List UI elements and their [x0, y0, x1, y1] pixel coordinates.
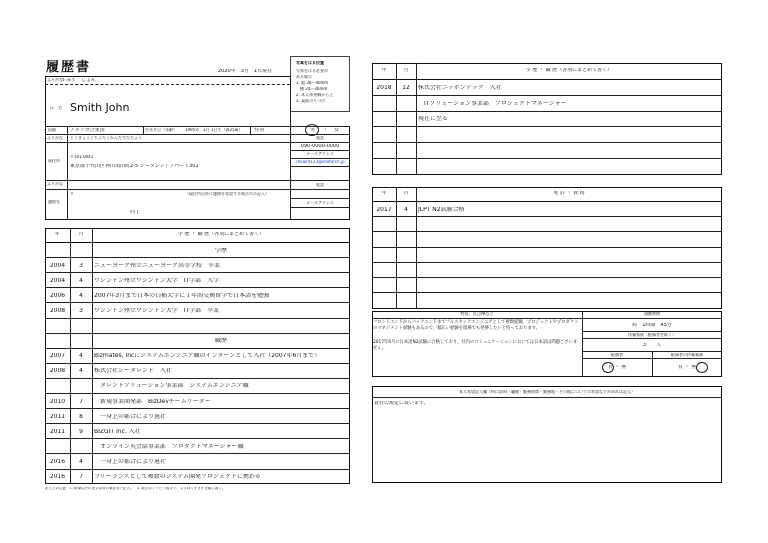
- row-month: 4: [79, 353, 83, 360]
- dependents-count: 3 人: [642, 343, 662, 348]
- table-row: [45, 333, 350, 348]
- gender-label: 性別: [254, 128, 265, 133]
- row-text: 株式会社ニッポンテック 入社: [418, 84, 502, 91]
- table-row: [45, 348, 350, 363]
- table-row: [45, 393, 350, 408]
- row-year: 2004: [49, 277, 66, 284]
- photo-note-line: 3. 裏面のりづけ: [296, 99, 326, 103]
- wishes-text: 貴社の規定に従います。: [374, 401, 429, 406]
- gender-male: 男: [310, 128, 316, 133]
- table-row: [372, 277, 722, 292]
- phone-label: 電話: [316, 136, 324, 140]
- photo-note-line: ある場合: [296, 75, 312, 79]
- row-text: 一身上の都合により退社: [94, 458, 167, 465]
- row-month: 3: [79, 262, 83, 269]
- table-row: [45, 408, 350, 423]
- header-title: 免 許 ・ 資 格: [553, 191, 585, 196]
- applicant-name: Smith John: [70, 101, 130, 114]
- header-year: 年: [381, 191, 387, 196]
- name-label: 氏 名: [50, 106, 62, 110]
- table-row: [45, 378, 350, 393]
- row-year: 2008: [49, 307, 66, 314]
- table-row: [372, 201, 722, 216]
- dob-label: 生年月日（年齢）: [145, 128, 177, 132]
- wishes-label: 本人希望記入欄（特に給料・職種・勤務時間・勤務地・その他についての希望などがあれば記入）: [459, 390, 635, 394]
- header-month: 月: [403, 191, 409, 196]
- table-row: [45, 302, 350, 317]
- document-date: 2020年 3月 1日現在: [218, 69, 273, 74]
- table-row: [372, 262, 722, 277]
- left-footnote: 記入上の注意 1. 鉛筆以外の黒又は青の筆記具で記入。 2. 数字はアラビア数字で、文字はくずさず正確に書く。: [45, 487, 226, 490]
- row-month: 4: [79, 368, 83, 375]
- wishes-block: [372, 386, 722, 483]
- row-year: 2017: [376, 206, 392, 213]
- header-title: 学 歴 ・ 職 歴（各別にまとめて書く）: [525, 68, 613, 73]
- row-text: ワシントン州立ワシントン大学 IT学部 卒業: [94, 307, 220, 314]
- table-row: [45, 453, 350, 468]
- row-text: 2007年3月まで日本の白稲大学に１年間交換留学で日本語を勉強: [94, 292, 270, 299]
- header-year: 年: [381, 68, 387, 73]
- row-year: 2008: [49, 368, 66, 375]
- table-row: [45, 287, 350, 302]
- commute-time: 約 1時間 45分: [632, 323, 672, 328]
- gender-selected-circle: [305, 124, 319, 136]
- license-table: [372, 187, 722, 309]
- table-row: [372, 247, 722, 262]
- row-text: タレントソリューション事業部 システムエンジニア職: [94, 383, 249, 390]
- contact-email-label: メールアドレス: [306, 201, 334, 205]
- row-year: 2011: [49, 413, 66, 420]
- contact-furigana-label: ふりがな: [47, 182, 63, 186]
- email-label: メールアドレス: [306, 152, 334, 156]
- spouse-support-selected-circle: [696, 362, 708, 373]
- row-year: 2011: [49, 428, 66, 435]
- header-month: 月: [403, 68, 409, 73]
- row-month: 7: [79, 474, 83, 481]
- table-row: [45, 318, 350, 333]
- right-history-table: [372, 63, 722, 175]
- email-address[interactable]: cholar4123@khotarch.jp: [295, 160, 345, 164]
- contact-label: 連絡先: [48, 200, 60, 204]
- contact-phone-label: 電話: [316, 183, 324, 187]
- skills-text-2: 2017年4月に日本語N2試験に合格しており、社内のコミュニケーションにおいては日本語は問題ございません。: [373, 340, 578, 351]
- row-year: 2006: [49, 292, 66, 299]
- header-title: 学 歴 ・ 職 歴（各別にまとめて書く）: [177, 232, 265, 237]
- row-text: 学歴: [214, 247, 227, 254]
- row-text: 一身上の都合により退社: [94, 413, 167, 420]
- skills-block: [372, 311, 722, 377]
- row-month: 4: [79, 292, 83, 299]
- left-history-table: [45, 228, 350, 484]
- skills-text-1: フロントエンドからバックエンドまでフルスタックエンジニアとして複数経験。プロジェクトやプロダクトのマネジメント経験もあるので、幅広い経験を現場でも発揮したいと持っております。: [373, 320, 579, 331]
- date-of-birth: 1995年 1月 1日生（満25歳）: [185, 128, 243, 132]
- name-furigana: すみす じょん: [61, 78, 97, 83]
- row-month: 3: [79, 307, 83, 314]
- table-row: [372, 126, 722, 142]
- photo-note-line: 1. 縦 36～40mm: [296, 81, 329, 85]
- dependents-label: 扶養家族（配偶者を除く）: [628, 333, 676, 337]
- table-row: [45, 469, 350, 484]
- row-text: ニューヨーク州立ニューヨーク高等学校 卒業: [94, 262, 221, 269]
- resume-title: 履歴書: [46, 60, 92, 75]
- table-row: [45, 272, 350, 287]
- photo-note-line: 2. 本人単身胸から上: [296, 93, 334, 97]
- contact-note: （現住所以外に連絡を希望する場合のみ記入）: [185, 192, 269, 196]
- spouse-support-label: 配偶者の扶養義務: [671, 353, 703, 357]
- name-furigana-label: ふりがな: [47, 78, 63, 82]
- row-text: 現在に至る: [418, 116, 449, 123]
- table-row: [372, 111, 722, 127]
- row-month: 8: [79, 413, 83, 420]
- personal-info-block: [45, 76, 350, 220]
- table-row: [45, 423, 350, 438]
- photo-note-line: 写真をはる必要が: [296, 69, 328, 73]
- nationality-label: 国籍: [48, 128, 56, 132]
- row-year: 2018: [376, 84, 392, 91]
- table-row: [372, 216, 722, 231]
- table-row: [372, 79, 722, 95]
- row-month: 9: [79, 428, 83, 435]
- address-furigana-label: ふりがな: [47, 136, 63, 140]
- row-year: 2007: [49, 353, 66, 360]
- photo-note-line: 横 24～30mm: [300, 87, 328, 91]
- commute-label: 通勤時間: [644, 312, 660, 316]
- row-text: BIZGIT Inc. 入社: [94, 428, 141, 435]
- row-text: オンライン英会話事業部 プロダクトマネージャー職: [94, 443, 244, 450]
- photo-note-title: 写真をはる位置: [296, 61, 324, 65]
- header-month: 月: [78, 232, 84, 237]
- row-year: 2010: [49, 398, 66, 405]
- spouse-support-value: 有 ・ 無: [677, 365, 697, 370]
- contact-postal: 〒: [70, 192, 74, 196]
- row-text: 株式会社シータレント 入社: [94, 368, 172, 375]
- table-row: [372, 95, 722, 111]
- row-text: Bizmates, Incにシステムエンジニア職のインターンとして入社（2007年6月まで）: [94, 353, 321, 360]
- address-furigana: とうきょうとちよだくかんだすだちょう: [70, 136, 142, 140]
- skills-label: 特技、自己PRなど: [460, 312, 494, 316]
- postal-code: 〒101-0041: [70, 155, 94, 159]
- header-year: 年: [54, 232, 60, 237]
- table-row: [372, 292, 722, 307]
- row-text: JLPT N2試験合格: [418, 206, 465, 213]
- row-text: 職歴: [214, 338, 227, 345]
- row-text: 新規事業開発部 BizDevチームリーダー: [94, 398, 211, 405]
- spouse-selected-circle: [602, 362, 614, 373]
- gender-female: 女: [334, 128, 340, 133]
- row-text: フリーランスとして複数のシステム開発プロジェクトに携わる: [94, 474, 261, 481]
- spouse-label: 配偶者: [611, 353, 623, 357]
- row-month: 4: [404, 206, 408, 213]
- row-month: 4: [79, 277, 83, 284]
- row-text: ITソリューション事業部 プロジェクトマネージャー: [418, 100, 567, 107]
- table-row: [45, 363, 350, 378]
- row-year: 2016: [49, 474, 66, 481]
- row-year: 2016: [49, 458, 66, 465]
- phone-number: 090-0000-0000: [300, 144, 340, 149]
- nationality: アメリカ合衆国: [70, 128, 105, 133]
- address-label: 現住所: [48, 159, 60, 163]
- row-month: 7: [79, 398, 83, 405]
- table-row: [372, 158, 722, 174]
- table-row: [372, 231, 722, 246]
- table-row: [45, 438, 350, 453]
- table-row: [372, 142, 722, 158]
- table-row: [45, 242, 350, 257]
- gender-separator: ・: [323, 128, 329, 133]
- row-text: ワシントン州立ワシントン大学 IT学部 入学: [94, 277, 220, 284]
- spouse-value: 有 ・ 無: [607, 365, 627, 370]
- row-year: 2004: [49, 262, 66, 269]
- contact-same: 同上: [130, 210, 141, 215]
- row-month: 12: [402, 84, 410, 91]
- table-row: [45, 257, 350, 272]
- row-month: 4: [79, 458, 83, 465]
- address: 東京都千代田区神田須田町2-5 シータレントアパート301: [70, 164, 199, 169]
